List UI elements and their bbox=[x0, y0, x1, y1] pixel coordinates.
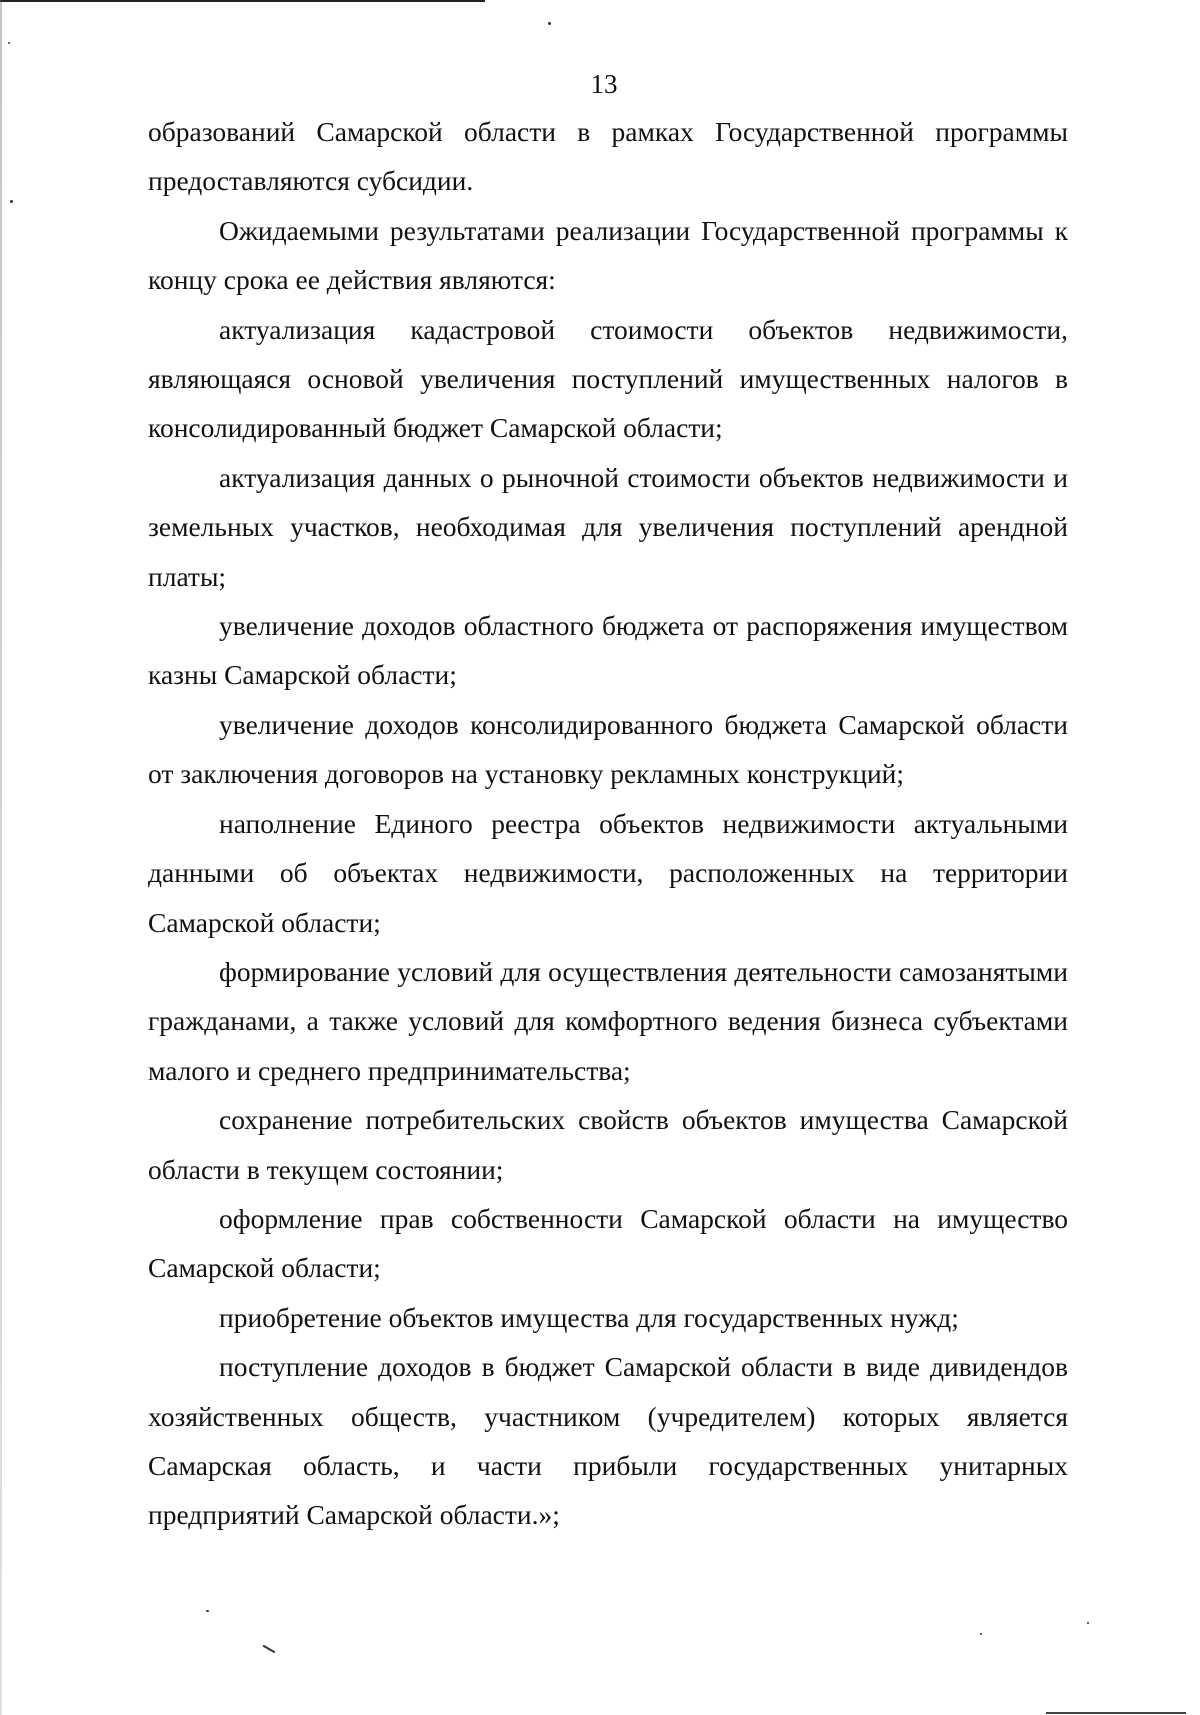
paragraph-4: актуализация данных о рыночной стоимости объектов недвижимости и земельных участков, необходимая для увеличения поступлений арендной платы; bbox=[148, 461, 1068, 592]
scan-speck bbox=[1046, 1712, 1186, 1714]
paragraph-2: Ожидаемыми результатами реализации Государственной программы к концу срока ее действия являются: bbox=[148, 214, 1068, 296]
scan-speck bbox=[1087, 1622, 1089, 1624]
paragraph-9: сохранение потребительских свойств объектов имущества Самарской области в текущем состоянии; bbox=[148, 1104, 1068, 1185]
scan-edge-top bbox=[0, 0, 485, 2]
paragraph-12: поступление доходов в бюджет Самарской области в виде дивидендов хозяйственных обществ, участником (учредителем) которых является Самарская область, и части прибыли государственных унитарных предприятий Самарской области.»; bbox=[148, 1351, 1068, 1531]
scan-speck bbox=[980, 1633, 982, 1635]
paragraph-11: приобретение объектов имущества для государственных нужд; bbox=[219, 1301, 959, 1333]
document-body bbox=[148, 107, 1068, 1540]
scan-edge-left bbox=[0, 0, 2, 1715]
scan-speck bbox=[10, 200, 13, 203]
paragraph-1: образований Самарской области в рамках Государственной программы предоставляются субсидии. bbox=[148, 116, 1068, 197]
paragraph-6: увеличение доходов консолидированного бюджета Самарской области от заключения договоров на установку рекламных конструкций; bbox=[148, 708, 1068, 790]
paragraph-7: наполнение Единого реестра объектов недвижимости актуальными данными об объектах недвижимости, расположенных на территории Самарской области; bbox=[148, 807, 1068, 938]
paragraph-8: формирование условий для осуществления деятельности самозанятыми гражданами, а также условий для комфортного ведения бизнеса субъектами малого и среднего предпринимательства; bbox=[148, 955, 1068, 1086]
paragraph-10: оформление прав собственности Самарской области на имущество Самарской области; bbox=[148, 1202, 1068, 1284]
paragraph-5: увеличение доходов областного бюджета от распоряжения имуществом казны Самарской области; bbox=[148, 610, 1068, 691]
scan-speck bbox=[206, 1610, 209, 1612]
scan-speck bbox=[548, 22, 551, 25]
scan-speck bbox=[8, 42, 10, 44]
scan-speck bbox=[262, 1645, 275, 1654]
page-number: 13 bbox=[590, 69, 618, 99]
paragraph-3: актуализация кадастровой стоимости объектов недвижимости, являющаяся основой увеличения поступлений имущественных налогов в консолидированный бюджет Самарской области; bbox=[148, 313, 1068, 444]
